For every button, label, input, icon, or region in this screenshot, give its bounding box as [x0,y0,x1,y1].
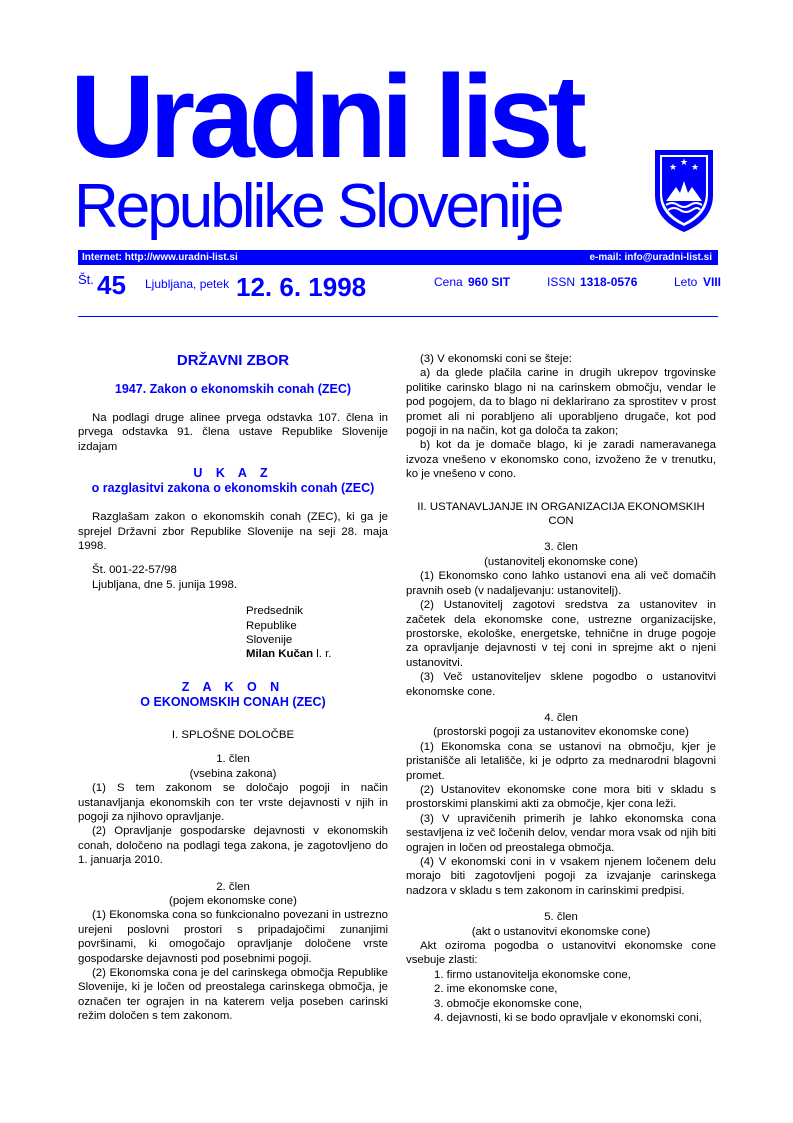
preamble: Na podlagi druge alinee prvega odstavka 107. člena in prvega odstavka 91. člena ustave Republike Slovenije izdajam [78,412,388,453]
article-5-list [406,968,716,1026]
signature-role-2: Republike Slovenije [246,619,297,647]
issue-number-label: Št. [78,272,94,287]
list-item: 2. ime ekonomske cone, [434,983,558,996]
zakon-heading: Z A K O N [181,679,285,694]
article-2-paragraph-3: (3) V ekonomski coni se šteje: [420,353,572,365]
article-3-paragraph-2: (2) Ustanovitelj zagotovi sredstva za ustanovitev in začetek dela ekonomske cone, ustrezne organizacijske, prostorske, ekološke, energetske, tehnične in druge pogoje za opravljanje dejavnosti v tej coni in sprejme akt o njeni ustanovitvi. [406,599,716,669]
year-label: Leto [674,275,698,289]
right-column [406,352,716,1025]
article-4-paragraph-1: (1) Ekonomska cona se ustanovi na območju, kjer je pristanišče ali letališče, ki je odprto za mednarodni blagovni promet. [406,740,716,782]
article-2-paragraph-3b: b) kot da je domače blago, ki je zaradi nameravanega izvoza vnešeno v ekonomsko cono, izvoženo že v trenutku, ko je vnešeno v cono. [406,439,716,481]
section-heading: DRŽAVNI ZBOR [176,352,290,369]
coat-of-arms-icon [652,143,716,233]
chapter-1-heading: I. SPLOŠNE DOLOČBE [171,728,295,741]
article-4-paragraph-3: (3) V upravičenih primerih je lahko ekonomska cona sestavljena iz več ločenih delov, vendar mora vsak od njih biti ograjen in ločen od preostalega območja. [406,812,716,854]
article-2-subtitle: (pojem ekonomske cone) [169,894,297,907]
issn-label: ISSN [547,275,576,289]
article-1-paragraph-1: (1) S tem zakonom se določajo pogoji in način ustanavljanja ekonomskih con ter vrste dejavnosti v njih in pogoji za njihovo opravljanje. [78,782,388,823]
signature-name: Milan Kučan [246,648,314,661]
article-5-subtitle: (akt o ustanovitvi ekonomske cone) [471,925,651,938]
svg-text:★: ★ [679,158,689,168]
zakon-subheading: O EKONOMSKIH CONAH (ZEC) [140,694,326,709]
issn-number: 1318-0576 [580,275,638,289]
reference-date: Ljubljana, dne 5. junija 1998. [92,578,238,591]
article-1-title: 1. člen [216,753,250,766]
list-item: 1. firmo ustanovitelja ekonomske cone, [434,968,631,981]
article-2-title: 2. člen [216,880,250,893]
article-1-paragraph-2: (2) Opravljanje gospodarske dejavnosti v ekonomskih conah, določeno na podlagi tega zakona, je zagotovljeno do 1. januarja 2010. [78,825,388,867]
chapter-2-heading: II. USTANAVLJANJE IN ORGANIZACIJA EKONOMSKIH CON [417,500,705,528]
article-2-paragraph-3a: a) da glede plačila carine in drugih ukrepov trgovinske politike carinsko blago ni na carinskem območju, vendar le pod pogojem, da to blago ni deklarirano za sprostitev v prost promet ali ni porabljeno ali uporabljeno drugače, kot pod pogoji in na način, kot ga določa ta zakon; [406,367,716,438]
email-link[interactable]: e-mail: info@uradni-list.si [589,252,712,263]
ukaz-subheading: o razglasitvi zakona o ekonomskih conah (ZEC) [91,481,375,496]
article-2-paragraph-2: (2) Ekonomska cona je del carinskega območja Republike Slovenije, ki je ločen od preostalega carinskega območja, je označen ter ograjen in na katerem velja poseben carinski režim določen s tem zakonom. [78,966,388,1023]
issue-number: 45 [97,270,126,300]
article-3-paragraph-1: (1) Ekonomsko cono lahko ustanovi ena ali več domačih pravnih oseb (v nadaljevanju: ustanovitelj). [406,570,716,597]
issue-price: 960 SIT [468,275,511,289]
masthead-bar [78,250,718,265]
list-item: 4. dejavnosti, ki se bodo opravljale v ekonomski coni, [434,1012,702,1025]
article-4-subtitle: (prostorski pogoji za ustanovitev ekonomske cone) [433,726,689,739]
article-4-title: 4. člen [544,711,578,724]
article-4-paragraph-2: (2) Ustanovitev ekonomske cone mora biti v skladu s prostorskimi planskimi akti za območje, kjer cona leži. [406,783,716,811]
act-title: 1947. Zakon o ekonomskih conah (ZEC) [114,382,352,396]
year-value: VIII [703,275,722,289]
issue-price-label: Cena [434,275,463,289]
svg-text:★: ★ [690,163,700,173]
issue-line [78,270,722,306]
header-divider [78,316,718,317]
article-5-paragraph-1: Akt oziroma pogodba o ustanovitvi ekonomske cone vsebuje zlasti: [406,940,716,967]
article-4-paragraph-4: (4) V ekonomski coni in v vsakem njenem ločenem delu morajo biti zagotovljeni pogoji za izvajanje carinskega nadzora v skladu s tem zakonom in carinskimi predpisi. [406,856,716,897]
article-3-title: 3. člen [544,541,578,554]
signature-role-1: Predsednik [246,605,303,618]
signature-block [78,647,346,661]
left-column [78,352,388,1024]
ukaz-heading: U K A Z [193,466,273,481]
signature-suffix: l. r. [313,648,332,661]
issue-date: 12. 6. 1998 [236,272,367,302]
article-3-subtitle: (ustanovitelj ekonomske cone) [484,555,638,568]
masthead-title: Uradni list [70,51,581,183]
article-5-title: 5. člen [544,911,578,924]
masthead-subtitle: Republike Slovenije [74,172,562,241]
svg-text:★: ★ [668,163,678,173]
ukaz-text: Razglašam zakon o ekonomskih conah (ZEC), ki ga je sprejel Državni zbor Republike Slovenije na seji 28. maja 1998. [78,511,388,553]
reference-number: Št. 001-22-57/98 [92,564,177,577]
issue-place-day: Ljubljana, petek [145,277,230,291]
article-2-paragraph-1: (1) Ekonomska cona so funkcionalno povezani in ustrezno urejeni poslovni prostori s pripadajočimi zunanjimi površinami, ki omogočajo opravljanje določene vrste gospodarske dejavnosti pod posebnimi pogoji. [78,909,388,965]
article-3-paragraph-3: (3) Več ustanoviteljev sklene pogodbo o ustanovitvi ekonomske cone. [406,671,716,698]
list-item: 3. območje ekonomske cone, [434,997,583,1010]
internet-link[interactable]: Internet: http://www.uradni-list.si [82,252,238,263]
article-1-subtitle: (vsebina zakona) [189,767,277,780]
